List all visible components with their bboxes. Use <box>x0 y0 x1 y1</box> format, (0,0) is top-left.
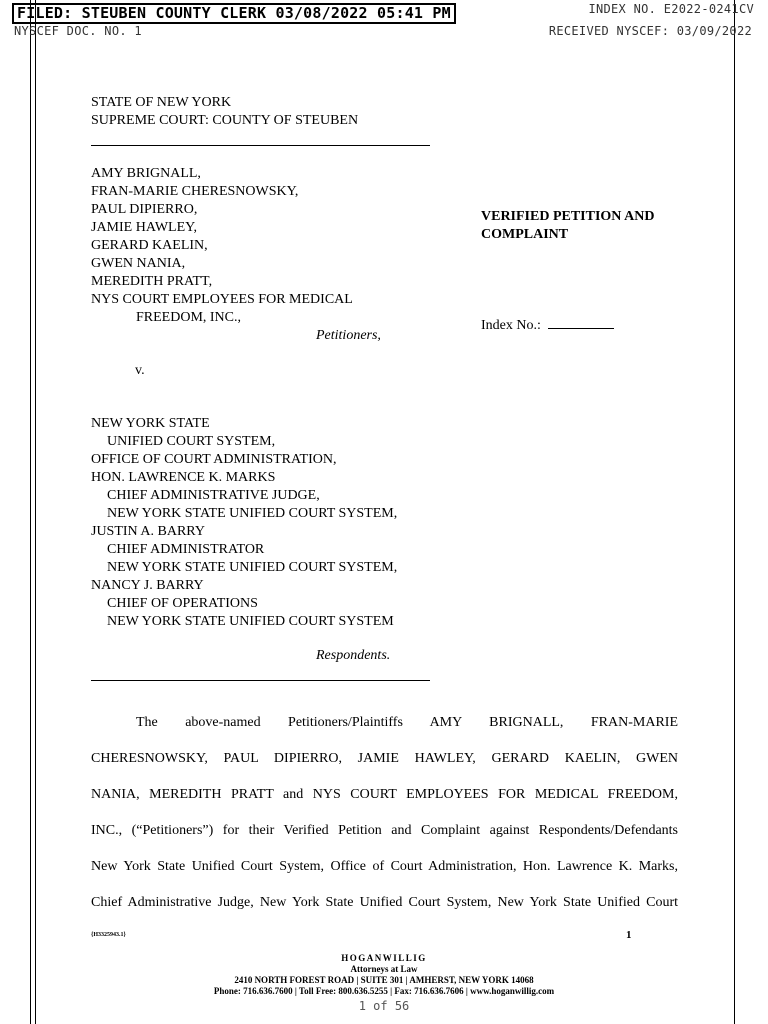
firm-subtitle: Attorneys at Law <box>350 964 418 974</box>
nyscef-doc-number: NYSCEF DOC. NO. 1 <box>14 24 142 38</box>
court-name: SUPREME COURT: COUNTY OF STEUBEN <box>91 113 359 128</box>
index-number: INDEX NO. E2022-0241CV <box>588 2 754 16</box>
versus: v. <box>135 363 145 378</box>
petitioner-name: FRAN-MARIE CHERESNOWSKY, <box>91 184 299 199</box>
filed-stamp: FILED: STEUBEN COUNTY CLERK 03/08/2022 05:41 PM <box>12 3 456 24</box>
respondents-role: Respondents. <box>316 648 391 663</box>
court-state: STATE OF NEW YORK <box>91 95 232 110</box>
body-line: INC., (“Petitioners”) for their Verified Petition and Complaint against Respondents/Defendants <box>91 823 678 838</box>
petitioner-name: NYS COURT EMPLOYEES FOR MEDICAL <box>91 292 353 307</box>
document-title <box>481 208 654 244</box>
petitioners-role: Petitioners, <box>316 328 381 343</box>
respondent-line: NEW YORK STATE UNIFIED COURT SYSTEM, <box>107 560 398 575</box>
firm-name: HOGANWILLIG <box>341 953 427 963</box>
petitioner-name: GWEN NANIA, <box>91 256 186 271</box>
petitioner-name: JAMIE HAWLEY, <box>91 220 197 235</box>
document-title-line: VERIFIED PETITION AND <box>481 209 655 224</box>
petitioner-name: MEREDITH PRATT, <box>91 274 213 289</box>
firm-contact: Phone: 716.636.7600 | Toll Free: 800.636.5255 | Fax: 716.636.7606 | www.hoganwillig.com <box>213 986 555 996</box>
respondent-line: UNIFIED COURT SYSTEM, <box>107 434 276 449</box>
petitioner-name-continued: FREEDOM, INC., <box>136 310 242 325</box>
index-number-blank <box>548 316 614 329</box>
page-of-total: 1 of 56 <box>358 999 410 1013</box>
respondent-line: CHIEF ADMINISTRATIVE JUDGE, <box>107 488 320 503</box>
caption-bottom-rule <box>91 680 430 681</box>
document-title-line: COMPLAINT <box>481 227 569 242</box>
firm-footer <box>0 953 768 997</box>
body-line: Chief Administrative Judge, New York State Unified Court System, New York State Unified Court <box>91 895 678 910</box>
petitioner-name: PAUL DIPIERRO, <box>91 202 198 217</box>
petitioner-name: AMY BRIGNALL, <box>91 166 201 181</box>
left-margin-rule <box>30 0 31 1024</box>
respondent-line: CHIEF ADMINISTRATOR <box>107 542 265 557</box>
index-number-label: Index No.: <box>481 318 541 333</box>
respondent-line: HON. LAWRENCE K. MARKS <box>91 470 276 485</box>
body-line: NANIA, MEREDITH PRATT and NYS COURT EMPLOYEES FOR MEDICAL FREEDOM, <box>91 787 678 802</box>
left-margin-rule-inner <box>35 0 36 1024</box>
body-line: The above-named Petitioners/Plaintiffs AMY BRIGNALL, FRAN-MARIE <box>136 715 678 730</box>
body-line: CHERESNOWSKY, PAUL DIPIERRO, JAMIE HAWLEY, GERARD KAELIN, GWEN <box>91 751 678 766</box>
respondent-line: CHIEF OF OPERATIONS <box>107 596 258 611</box>
respondent-line: NANCY J. BARRY <box>91 578 204 593</box>
document-id: {H3325943.1} <box>91 932 126 938</box>
petitioner-name: GERARD KAELIN, <box>91 238 208 253</box>
body-paragraph <box>91 705 678 921</box>
respondent-line: JUSTIN A. BARRY <box>91 524 205 539</box>
respondent-line: NEW YORK STATE UNIFIED COURT SYSTEM <box>107 614 394 629</box>
firm-address: 2410 NORTH FOREST ROAD | SUITE 301 | AMHERST, NEW YORK 14068 <box>234 975 534 985</box>
received-stamp: RECEIVED NYSCEF: 03/09/2022 <box>548 24 752 38</box>
court-heading <box>91 94 358 130</box>
respondent-line: NEW YORK STATE UNIFIED COURT SYSTEM, <box>107 506 398 521</box>
petitioners-block <box>91 165 353 327</box>
page-number: 1 <box>626 929 632 941</box>
body-line: New York State Unified Court System, Office of Court Administration, Hon. Lawrence K. Marks, <box>91 859 678 874</box>
caption-top-rule <box>91 145 430 146</box>
respondent-line: OFFICE OF COURT ADMINISTRATION, <box>91 452 337 467</box>
index-number-field <box>481 316 614 335</box>
right-margin-rule <box>734 0 735 1024</box>
respondent-line: NEW YORK STATE <box>91 416 210 431</box>
respondents-block <box>91 415 397 631</box>
